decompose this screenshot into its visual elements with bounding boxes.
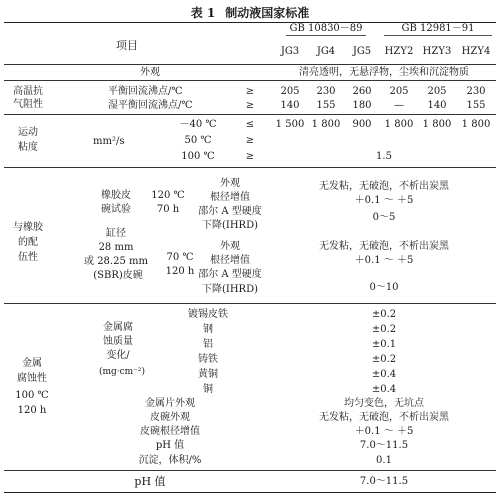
corrosion-other-5-label: 沉淀，体积/% — [138, 455, 202, 466]
table-title — [0, 4, 500, 21]
viscosity-row2-temp: 50 ℃ — [184, 135, 212, 146]
header-rule — [4, 64, 496, 65]
grade-hzy4: HZY4 — [461, 46, 491, 57]
rubber-test1-item1: 外观 — [220, 178, 240, 189]
rubber-group-line3: 伍性 — [18, 252, 38, 263]
appearance-value: 清亮透明，无悬浮物，尘埃和沉淀物质 — [299, 67, 469, 78]
metal-3-name: 铝 — [203, 339, 213, 350]
boiling-row2-op: ≥ — [245, 100, 255, 111]
metal-2-value: ±0.2 — [371, 324, 397, 335]
rubber-test1-desc1: 橡胶皮 — [101, 190, 131, 201]
corrosion-sub-line2: 蚀质量 — [103, 336, 133, 347]
viscosity-row1-v5: 1 800 — [422, 119, 452, 130]
boiling-row1-label: 平衡回流沸点/℃ — [108, 86, 183, 97]
metal-1-value: ±0.2 — [371, 309, 397, 320]
corrosion-other-4-value: 7.0～11.5 — [359, 440, 409, 451]
viscosity-row1-v6: 1 800 — [461, 119, 491, 130]
rubber-test1-cond2: 70 h — [156, 204, 180, 215]
boiling-row2-v1: 140 — [280, 100, 300, 111]
rubber-test2-desc1: 缸径 — [106, 228, 126, 239]
rubber-test1-item2: 根径增值 — [210, 192, 250, 203]
boiling-row2-v4: — — [394, 100, 404, 111]
rule-after-rubber — [4, 303, 496, 304]
boiling-row2-v6: 155 — [466, 100, 486, 111]
viscosity-row1-v2: 1 800 — [311, 119, 341, 130]
corrosion-other-2-label: 皮碗外观 — [150, 412, 190, 423]
viscosity-row3-value: 1.5 — [376, 151, 392, 162]
boiling-row1-v6: 230 — [466, 86, 486, 97]
viscosity-unit: mm²/s — [93, 136, 125, 147]
header-gb2: GB 12981－91 — [401, 23, 475, 34]
rubber-test1-cond1: 120 ℃ — [151, 190, 185, 201]
table-number: 表 1 — [190, 6, 216, 20]
corrosion-other-1-value: 均匀变色，无坑点 — [344, 398, 424, 409]
gb2-underline — [384, 35, 492, 36]
corrosion-other-4-label: pH 值 — [155, 440, 185, 451]
ph-label: pH 值 — [134, 475, 166, 488]
gb1-underline — [286, 35, 366, 36]
metal-2-name: 钢 — [203, 324, 213, 335]
boiling-row1-v5: 205 — [427, 86, 447, 97]
boiling-row1-v2: 230 — [316, 86, 336, 97]
metal-1-name: 镀锡皮铁 — [188, 309, 228, 320]
ph-value: 7.0～11.5 — [359, 476, 409, 487]
metal-4-value: ±0.2 — [371, 354, 397, 365]
rule-after-viscosity — [4, 167, 496, 168]
metal-6-value: ±0.4 — [371, 384, 397, 395]
boiling-row1-v3: 260 — [352, 86, 372, 97]
corrosion-group-line4: 120 h — [17, 405, 47, 416]
bottom-rule — [4, 492, 496, 493]
rubber-test1-item3: 邵尔 A 型硬度 — [198, 206, 262, 217]
corrosion-group-line3: 100 ℃ — [15, 390, 49, 401]
grade-jg3: JG3 — [280, 46, 300, 57]
rubber-test1-item4: 下降(IHRD) — [201, 220, 259, 231]
rubber-group-line1: 与橡胶 — [13, 222, 43, 233]
rubber-test2-item1: 外观 — [220, 241, 240, 252]
rubber-group-line2: 的配 — [18, 237, 38, 248]
header-gb1: GB 10830－89 — [289, 23, 363, 34]
viscosity-row3-temp: 100 ℃ — [181, 151, 215, 162]
boiling-group-line1: 高温抗 — [13, 86, 43, 97]
rubber-test2-cond1: 70 ℃ — [166, 252, 194, 263]
rubber-test2-item4: 下降(IHRD) — [201, 284, 259, 295]
corrosion-other-1-label: 金属片外观 — [145, 398, 195, 409]
metal-6-name: 铜 — [203, 384, 213, 395]
corrosion-group-line1: 金属 — [22, 358, 42, 369]
rule-after-boiling — [4, 114, 496, 115]
boiling-group-line2: 气阻性 — [13, 99, 43, 110]
viscosity-row1-temp: －40 ℃ — [179, 119, 217, 130]
boiling-row1-v1: 205 — [280, 86, 300, 97]
corrosion-group-line2: 腐蚀性 — [17, 373, 47, 384]
metal-5-name: 黄铜 — [198, 369, 218, 380]
viscosity-row1-v1: 1 500 — [275, 119, 305, 130]
rubber-test2-item3: 邵尔 A 型硬度 — [198, 269, 262, 280]
grade-jg4: JG4 — [316, 46, 336, 57]
corrosion-other-5-value: 0.1 — [376, 455, 392, 466]
rubber-test1-value3: 0～5 — [372, 212, 396, 223]
boiling-row1-v4: 205 — [389, 86, 409, 97]
appearance-label: 外观 — [140, 67, 160, 78]
boiling-row2-label: 湿平衡回流沸点/℃ — [108, 100, 193, 111]
viscosity-group-line1: 运动 — [18, 127, 38, 138]
rubber-test2-desc4: (SBR)皮碗 — [93, 270, 143, 281]
corrosion-sub-line1: 金属腐 — [103, 322, 133, 333]
metal-3-value: ±0.1 — [371, 339, 397, 350]
rubber-test2-cond2: 120 h — [165, 266, 195, 277]
corrosion-sub-line3: 变化/ — [106, 350, 130, 361]
rubber-test1-value2: ＋0.1 ～ ＋5 — [354, 195, 414, 206]
metal-4-name: 铸铁 — [198, 354, 218, 365]
grade-hzy3: HZY3 — [422, 46, 452, 57]
rule-after-appearance — [4, 80, 496, 81]
table-title-text: 制动液国家标准 — [225, 6, 310, 20]
rubber-test1-value1: 无发粘，无破泡，不析出炭黑 — [319, 181, 449, 192]
corrosion-other-2-value: 无发粘，无破泡，不析出炭黑 — [319, 412, 449, 423]
viscosity-row3-op: ≥ — [245, 151, 255, 162]
corrosion-other-3-label: 皮碗根径增值 — [140, 426, 200, 437]
corrosion-other-3-value: ＋0.1 ～ ＋5 — [354, 426, 414, 437]
rule-after-corrosion — [4, 470, 496, 471]
viscosity-row1-v3: 900 — [352, 119, 372, 130]
rubber-test2-value3: 0～10 — [369, 282, 399, 293]
boiling-row1-op: ≥ — [245, 86, 255, 97]
boiling-row2-v2: 155 — [316, 100, 336, 111]
metal-5-value: ±0.4 — [371, 369, 397, 380]
rubber-test2-desc3: 或 28.25 mm — [84, 256, 148, 267]
viscosity-row2-op: ≥ — [245, 135, 255, 146]
rubber-test2-item2: 根径增值 — [210, 255, 250, 266]
boiling-row2-v5: 140 — [427, 100, 447, 111]
rubber-test2-value1: 无发粘，无破泡，不析出炭黑 — [319, 241, 449, 252]
viscosity-group-line2: 粘度 — [18, 142, 38, 153]
header-item: 项目 — [116, 39, 138, 52]
rubber-test2-value2: ＋0.1 ～ ＋5 — [354, 255, 414, 266]
viscosity-row1-v4: 1 800 — [384, 119, 414, 130]
rubber-test1-desc2: 碗试验 — [101, 204, 131, 215]
viscosity-row1-op: ≤ — [245, 119, 255, 130]
grade-hzy2: HZY2 — [384, 46, 414, 57]
boiling-row2-v3: 180 — [352, 100, 372, 111]
rubber-test2-desc2: 28 mm — [98, 242, 134, 253]
corrosion-sub-line4: (mg·cm⁻²) — [98, 367, 146, 377]
grade-jg5: JG5 — [352, 46, 372, 57]
